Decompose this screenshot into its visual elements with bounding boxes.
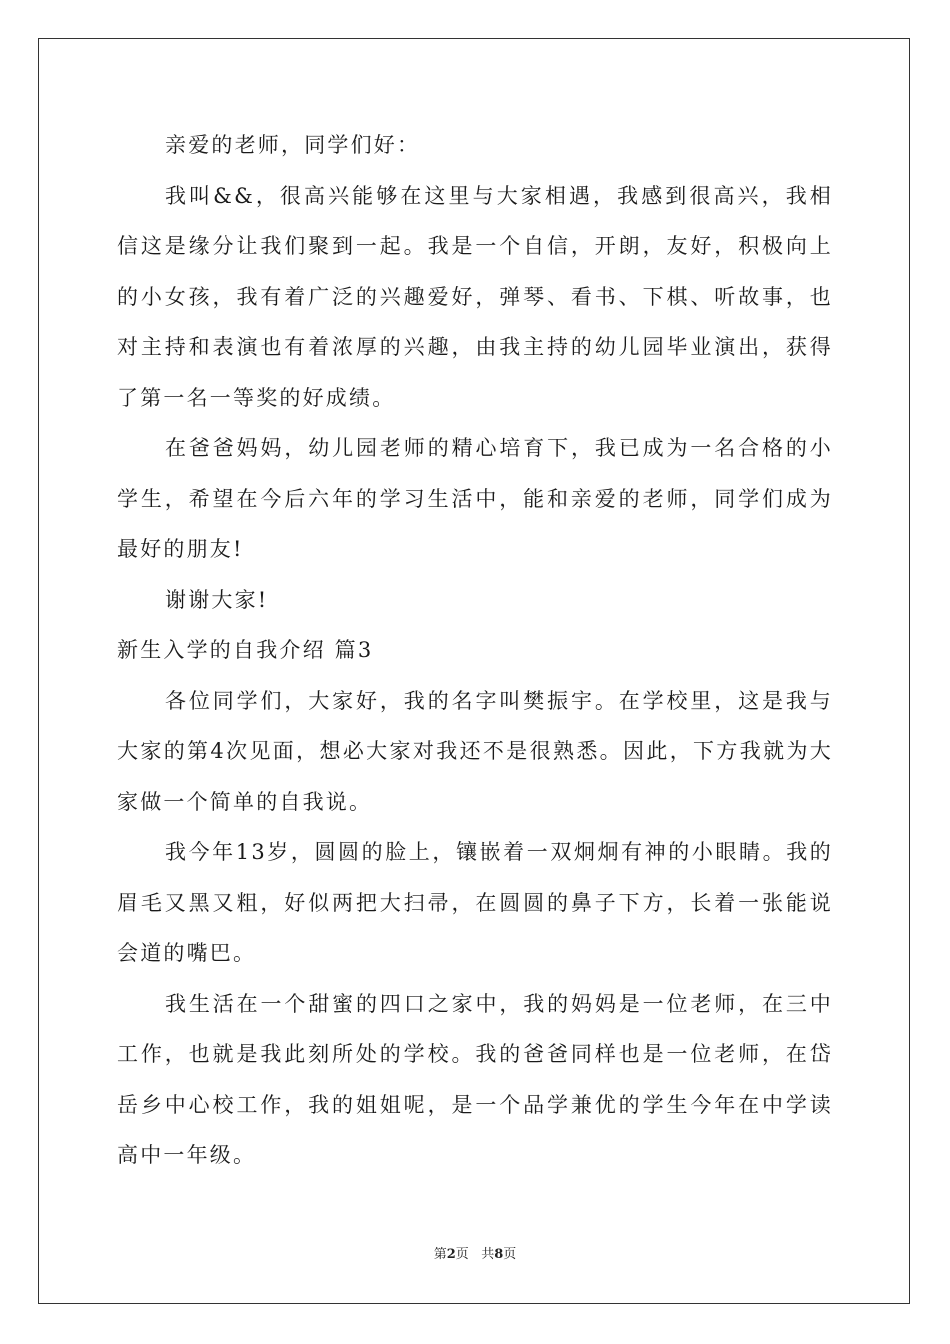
section-paragraph-3: 我生活在一个甜蜜的四口之家中，我的妈妈是一位老师，在三中工作，也就是我此刻所处的学校。我的爸爸同样也是一位老师，在岱岳乡中心校工作，我的姐姐呢，是一个品学兼优的学生今年在中学读高中一年级。	[117, 991, 833, 1167]
page-footer	[0, 1246, 950, 1264]
page-prefix: 第	[433, 1247, 447, 1262]
total-prefix: 共	[481, 1247, 495, 1262]
document-body	[117, 120, 833, 1181]
thanks-paragraph: 谢谢大家!	[165, 587, 269, 612]
section-paragraph-1: 各位同学们，大家好，我的名字叫樊振宇。在学校里，这是我与大家的第4次见面，想必大家对我还不是很熟悉。因此，下方我就为大家做一个简单的自我说。	[117, 688, 833, 814]
hope-paragraph: 在爸爸妈妈，幼儿园老师的精心培育下，我已成为一名合格的小学生，希望在今后六年的学习生活中，能和亲爱的老师，同学们成为最好的朋友!	[117, 436, 833, 561]
greeting-paragraph: 亲爱的老师，同学们好：	[165, 133, 421, 157]
section-paragraph-2: 我今年13岁，圆圆的脸上，镶嵌着一双炯炯有神的小眼睛。我的眉毛又黑又粗，好似两把大扫帚，在圆圆的鼻子下方，长着一张能说会道的嘴巴。	[117, 840, 833, 965]
page-suffix: 页	[455, 1247, 469, 1262]
section-title: 新生入学的自我介绍 篇3	[117, 638, 374, 662]
intro-paragraph: 我叫&&，很高兴能够在这里与大家相遇，我感到很高兴，我相信这是缘分让我们聚到一起。我是一个自信，开朗，友好，积极向上的小女孩，我有着广泛的兴趣爱好，弹琴、看书、下棋、听故事，也对主持和表演也有着浓厚的兴趣，由我主持的幼儿园毕业演出，获得了第一名一等奖的好成绩。	[117, 183, 833, 410]
page-total: 8	[494, 1247, 504, 1262]
total-suffix: 页	[503, 1247, 517, 1262]
page-current: 2	[446, 1247, 456, 1262]
